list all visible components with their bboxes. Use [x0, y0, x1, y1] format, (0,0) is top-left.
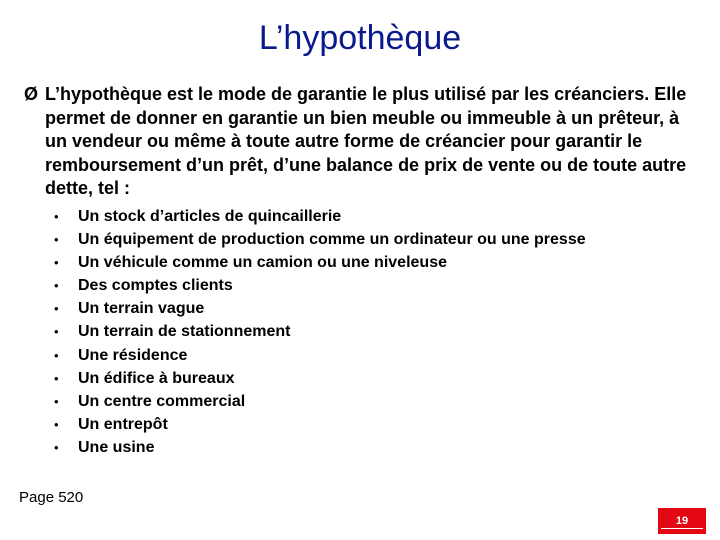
- bullet-icon: •: [54, 232, 59, 248]
- main-paragraph: [24, 83, 694, 201]
- bullet-icon: •: [54, 439, 59, 455]
- list-item-text: Un équipement de production comme un ordinateur ou une presse: [78, 231, 586, 249]
- bullet-icon: •: [54, 278, 59, 294]
- list-item-text: Un centre commercial: [78, 392, 246, 410]
- list-item: [54, 413, 586, 436]
- list-item: [54, 228, 586, 251]
- bullet-icon: •: [54, 347, 59, 363]
- badge-underline: [661, 528, 703, 529]
- slide-number: 19: [675, 515, 689, 527]
- slide-title: L’hypothèque: [258, 19, 462, 57]
- list-item-text: Une usine: [78, 438, 155, 456]
- bullet-icon: •: [54, 393, 59, 409]
- list-item: [54, 320, 586, 343]
- list-item: [54, 205, 586, 228]
- list-item: [54, 436, 586, 459]
- list-item-text: Un entrepôt: [78, 415, 168, 433]
- bullet-icon: •: [54, 255, 59, 271]
- list-item-text: Un stock d’articles de quincaillerie: [78, 208, 342, 225]
- bullet-icon: •: [54, 301, 59, 317]
- list-item-text: Un terrain vague: [78, 300, 205, 318]
- list-item: [54, 297, 586, 320]
- list-item: [54, 274, 586, 297]
- list-item: [54, 251, 586, 274]
- bullet-icon: •: [54, 209, 59, 224]
- list-item-text: Des comptes clients: [78, 277, 233, 295]
- main-paragraph-text: L’hypothèque est le mode de garantie le plus utilisé par les créanciers. Elle permet de donner en garantie un bien meuble ou immeuble à un prêteur, à un vendeur ou même à toute autre forme de créancier pour garantir le remboursement d’un prêt, d’une balance de prix de vente ou de toute autre dette, tel :: [45, 84, 687, 198]
- bullet-icon: •: [54, 370, 59, 386]
- list-item: [54, 367, 586, 390]
- bullet-icon: •: [54, 416, 59, 432]
- list-item-text: Un terrain de stationnement: [78, 323, 291, 341]
- collateral-examples-list: [54, 205, 586, 459]
- list-item: [54, 390, 586, 413]
- list-item-text: Une résidence: [78, 346, 188, 364]
- slide-number-badge: [658, 508, 706, 534]
- list-item-text: Un édifice à bureaux: [78, 369, 235, 387]
- bullet-icon: •: [54, 324, 59, 340]
- arrow-bullet-icon: Ø: [24, 84, 39, 104]
- list-item: [54, 344, 586, 367]
- list-item-text: Un véhicule comme un camion ou une niveleuse: [78, 254, 447, 272]
- page-reference: Page 520: [19, 489, 84, 506]
